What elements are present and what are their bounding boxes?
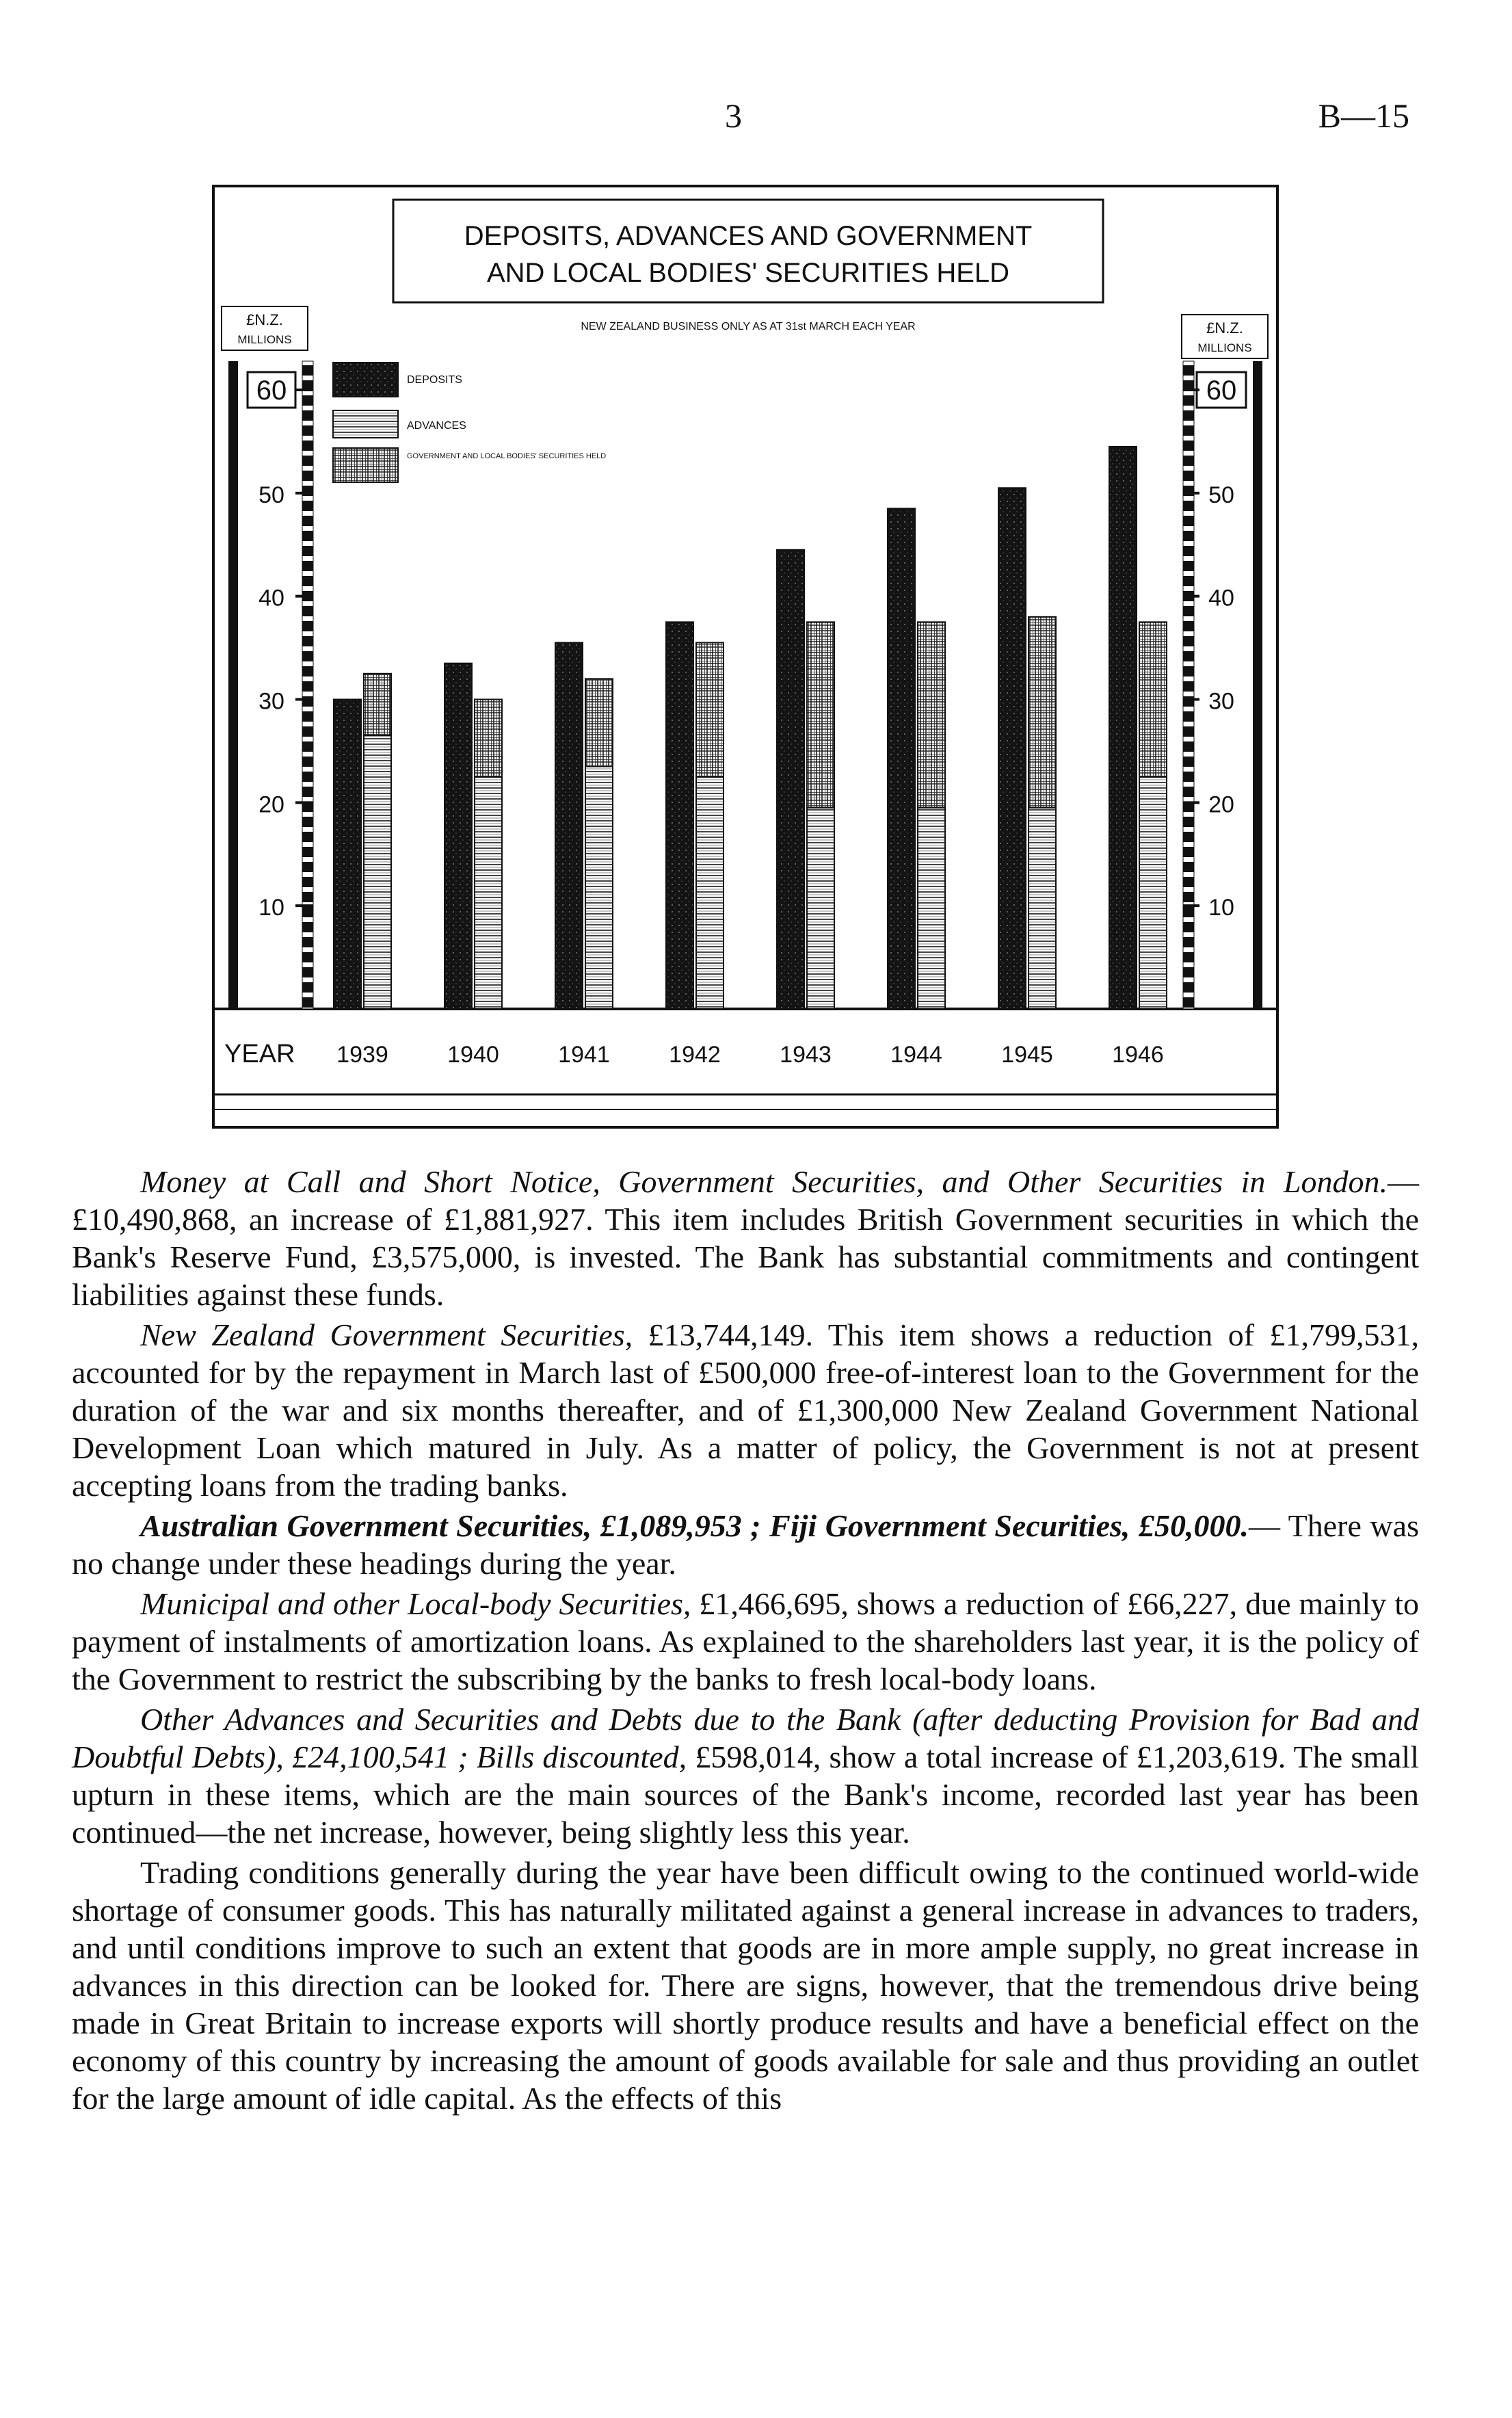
chart-figure bbox=[212, 185, 1279, 1129]
paragraph-lead: Australian Government Securities, £1,089,953 ; Fiji Government Securities, £50,000. bbox=[140, 1508, 1249, 1543]
paragraph-lead: Municipal and other Local-body Securities, bbox=[140, 1586, 691, 1621]
right-tick-label-30: 30 bbox=[1208, 688, 1234, 715]
bar-deposits-1946 bbox=[1109, 447, 1137, 1009]
paragraph-municipal-securities bbox=[72, 1585, 1419, 1698]
bar-deposits-1940 bbox=[445, 663, 472, 1009]
bar-securities-1943 bbox=[807, 622, 834, 808]
right-tick-label-40: 40 bbox=[1208, 585, 1234, 612]
paragraph-australian-fiji-securities bbox=[72, 1507, 1419, 1582]
paragraph-text: Trading conditions generally during the year have been difficult owing to the continued world-wide shortage of consumer goods. This has naturally militated against a general increase in advances to traders, and until conditions improve to such an extent that goods are in more ample supply, no great increase in advances in this direction can be looked for. There are signs, however, that the tremendous drive being made in Great Britain to increase exports will shortly produce results and have a beneficial effect on the economy of this country by increasing the amount of goods available for sale and thus providing an outlet for the large amount of idle capital. As the effects of this bbox=[72, 1855, 1419, 2116]
x-tick-label-1941: 1941 bbox=[558, 1042, 610, 1068]
right-tick-label-20: 20 bbox=[1208, 791, 1234, 818]
paragraph-text: —£10,490,868, an increase of £1,881,927. This item includes British Government securities in which the Bank's Reserve Fund, £3,575,000, is invested. The Bank has substantial commitments and contingent liabilities against these funds. bbox=[72, 1164, 1419, 1312]
legend-label-advances: ADVANCES bbox=[407, 420, 466, 432]
x-tick-label-1942: 1942 bbox=[669, 1042, 721, 1068]
x-axis-title: YEAR bbox=[224, 1040, 295, 1068]
legend-swatch-securities bbox=[333, 448, 398, 482]
x-tick-label-1943: 1943 bbox=[780, 1042, 832, 1068]
bar-advances-1940 bbox=[475, 777, 502, 1009]
right-tick-label-10: 10 bbox=[1208, 895, 1234, 921]
left-unit-label-1: £N.Z. bbox=[246, 311, 283, 328]
chart-title-line1: DEPOSITS, ADVANCES AND GOVERNMENT bbox=[464, 221, 1033, 251]
legend-swatch-advances bbox=[333, 410, 398, 438]
bar-advances-1943 bbox=[807, 808, 834, 1009]
bar-advances-1941 bbox=[585, 767, 613, 1009]
page-number: 3 bbox=[725, 96, 742, 135]
legend-swatch-deposits bbox=[333, 363, 398, 397]
x-tick-label-1939: 1939 bbox=[336, 1042, 388, 1068]
x-tick-label-1944: 1944 bbox=[890, 1042, 942, 1068]
paragraph-text: £598,014, show a total increase of £1,203,619. The small upturn in these items, which are the main sources of the Bank's income, recorded last year has been continued—the net increase, however, being slightly less this year. bbox=[72, 1739, 1419, 1850]
bar-chart bbox=[212, 185, 1279, 1129]
left-tick-label-60: 60 bbox=[256, 376, 287, 406]
bar-deposits-1943 bbox=[777, 550, 804, 1009]
x-tick-label-1945: 1945 bbox=[1001, 1042, 1053, 1068]
paragraph-text: — There was no change under these headings during the year. bbox=[72, 1508, 1419, 1581]
paragraph-lead: New Zealand Government Securities, bbox=[140, 1317, 633, 1352]
bar-securities-1940 bbox=[475, 700, 502, 777]
left-tick-label-40: 40 bbox=[258, 585, 284, 612]
bar-deposits-1939 bbox=[334, 700, 361, 1010]
bar-securities-1939 bbox=[364, 674, 391, 736]
left-tick-label-50: 50 bbox=[258, 482, 284, 508]
right-unit-label-2: MILLIONS bbox=[1197, 341, 1252, 354]
right-scale-strip bbox=[1183, 361, 1194, 1009]
left-tick-label-20: 20 bbox=[258, 791, 284, 818]
right-axis-bar bbox=[1253, 361, 1262, 1009]
legend-label-securities: GOVERNMENT AND LOCAL BODIES' SECURITIES HELD bbox=[407, 452, 607, 460]
bar-securities-1941 bbox=[585, 679, 613, 766]
right-unit-label-1: £N.Z. bbox=[1206, 319, 1243, 337]
left-tick-label-10: 10 bbox=[258, 895, 284, 921]
paragraph-other-advances bbox=[72, 1700, 1419, 1851]
paragraph-text: £1,466,695, shows a reduction of £66,227, due mainly to payment of instalments of amortization loans. As explained to the shareholders last year, it is the policy of the Government to restrict the subscribing by the banks to fresh local-body loans. bbox=[72, 1586, 1419, 1696]
bar-advances-1946 bbox=[1139, 777, 1167, 1009]
paragraph-lead: Money at Call and Short Notice, Government Securities, and Other Securities in London. bbox=[140, 1164, 1388, 1199]
bar-deposits-1942 bbox=[666, 622, 693, 1009]
x-tick-labels bbox=[336, 1042, 1164, 1068]
bar-securities-1945 bbox=[1029, 617, 1056, 808]
bar-deposits-1944 bbox=[888, 508, 915, 1009]
page-code: B—15 bbox=[1318, 96, 1409, 135]
bar-securities-1944 bbox=[918, 622, 945, 808]
body-text bbox=[72, 1163, 1419, 2120]
bar-securities-1942 bbox=[696, 643, 724, 777]
bar-deposits-1945 bbox=[998, 488, 1026, 1009]
paragraph-money-at-call bbox=[72, 1163, 1419, 1313]
paragraph-nz-government-securities bbox=[72, 1316, 1419, 1504]
bar-advances-1944 bbox=[918, 808, 945, 1009]
page-header bbox=[0, 96, 1512, 137]
paragraph-text: £13,744,149. This item shows a reduction of £1,799,531, accounted for by the repayment in March last of £500,000 free-of-interest loan to the Government for the duration of the war and six months thereafter, and of £1,300,000 New Zealand Government National Development Loan which matured in July. As a matter of policy, the Government is not at present accepting loans from the trading banks. bbox=[72, 1317, 1419, 1503]
x-tick-label-1946: 1946 bbox=[1112, 1042, 1164, 1068]
left-scale-strip bbox=[302, 361, 313, 1009]
right-tick-label-60: 60 bbox=[1206, 376, 1237, 406]
left-axis-bar bbox=[228, 361, 238, 1009]
paragraph-lead: Other Advances and Securities and Debts due to the Bank (after deducting Provision for Bad and Doubtful Debts), £24,100,541 ; Bills discounted, bbox=[72, 1702, 1419, 1774]
bar-advances-1945 bbox=[1029, 808, 1056, 1009]
title-box bbox=[393, 200, 1103, 302]
left-tick-label-30: 30 bbox=[258, 688, 284, 715]
bar-advances-1939 bbox=[364, 735, 391, 1009]
bar-deposits-1941 bbox=[555, 643, 583, 1009]
legend-label-deposits: DEPOSITS bbox=[407, 374, 462, 386]
chart-title-line2: AND LOCAL BODIES' SECURITIES HELD bbox=[486, 258, 1010, 288]
right-tick-label-50: 50 bbox=[1208, 482, 1234, 508]
legend bbox=[333, 363, 606, 482]
bar-advances-1942 bbox=[696, 777, 724, 1009]
bar-securities-1946 bbox=[1139, 622, 1167, 776]
paragraph-trading-conditions bbox=[72, 1854, 1419, 2117]
left-unit-label-2: MILLIONS bbox=[237, 333, 292, 346]
bar-group bbox=[334, 447, 1167, 1009]
x-tick-label-1940: 1940 bbox=[447, 1042, 499, 1068]
chart-subtitle: NEW ZEALAND BUSINESS ONLY AS AT 31st MARCH EACH YEAR bbox=[581, 321, 916, 332]
